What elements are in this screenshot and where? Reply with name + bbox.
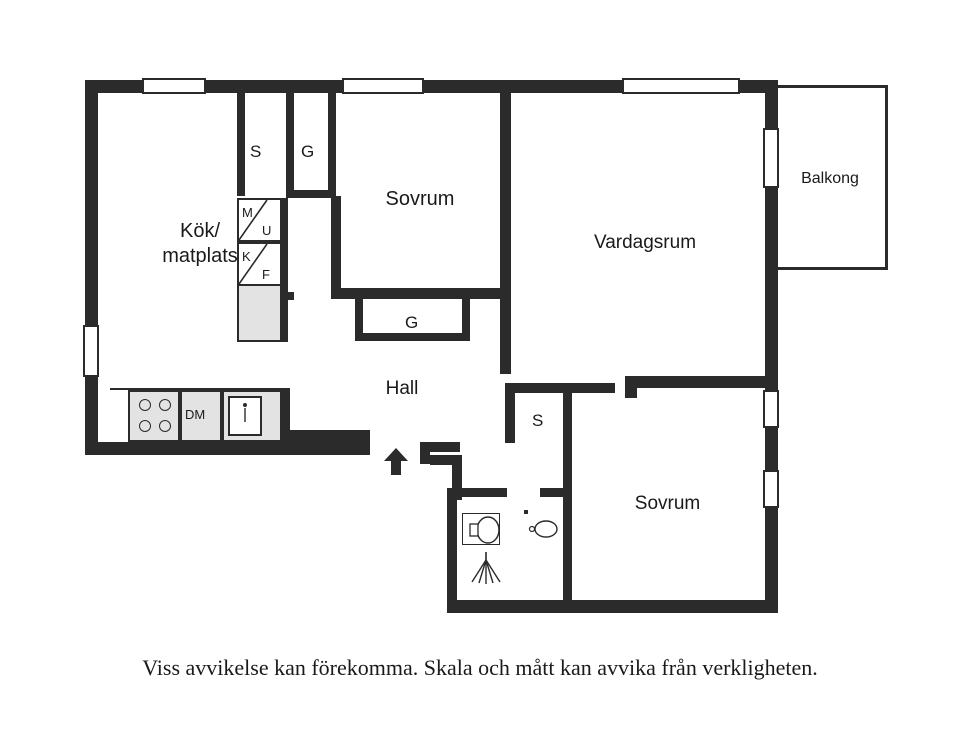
label-closet-s-top: S bbox=[250, 142, 262, 161]
washbasin-icon bbox=[524, 510, 564, 548]
wall-hall-step-2 bbox=[420, 442, 430, 464]
window-top-3 bbox=[622, 78, 740, 94]
label-balcony: Balkong bbox=[801, 170, 859, 187]
label-appliance-k: K bbox=[242, 249, 251, 264]
window-right-1 bbox=[763, 390, 779, 428]
label-wardrobe-g-middle: G bbox=[405, 313, 419, 332]
wall-bath-left-lower bbox=[447, 488, 457, 608]
entrance-arrow-icon bbox=[382, 448, 410, 476]
balcony-wall-top bbox=[765, 85, 888, 88]
label-bedroom-top: Sovrum bbox=[385, 188, 455, 210]
wall-bath-left bbox=[505, 383, 515, 443]
label-closet-g-top: G bbox=[301, 142, 315, 161]
balcony-wall-right bbox=[885, 85, 888, 270]
label-bedroom-bottom: Sovrum bbox=[634, 493, 701, 514]
wall-bedroom-lower-stub bbox=[500, 299, 511, 374]
wall-bottom-left bbox=[85, 442, 370, 455]
label-hall: Hall bbox=[385, 378, 419, 399]
wall-closet-s-right bbox=[286, 93, 294, 196]
label-appliance-m: M bbox=[242, 205, 253, 220]
stove-burner-1 bbox=[139, 399, 151, 411]
balcony-wall-bottom bbox=[765, 267, 888, 270]
label-closet-s-hall: S bbox=[532, 411, 544, 430]
wall-hall-step-5 bbox=[452, 470, 462, 500]
disclaimer-caption: Viss avvikelse kan förekomma. Skala och mått kan avvika från verkligheten. bbox=[142, 655, 818, 680]
wall-bedroom-top-bottom bbox=[331, 288, 511, 299]
wall-bedroom-top-right bbox=[500, 93, 511, 299]
label-livingroom: Vardagsrum bbox=[593, 232, 697, 253]
wall-living-right bbox=[765, 230, 778, 380]
wall-bath-top-stub-left bbox=[457, 488, 507, 497]
stove bbox=[128, 390, 180, 442]
window-right-balcony-door bbox=[763, 128, 779, 188]
window-right-2 bbox=[763, 470, 779, 508]
stove-burner-2 bbox=[159, 399, 171, 411]
stove-burner-3 bbox=[139, 420, 151, 432]
shower-icon bbox=[462, 552, 510, 586]
toilet-icon bbox=[462, 510, 504, 550]
wall-living-bottom-left bbox=[625, 376, 637, 398]
window-top-2 bbox=[342, 78, 424, 94]
wall-left bbox=[85, 80, 98, 455]
wall-hall-bath-top bbox=[505, 383, 615, 393]
wall-closet-s-hall-right bbox=[563, 383, 572, 488]
label-dishwasher: DM bbox=[185, 407, 206, 422]
stove-burner-4 bbox=[159, 420, 171, 432]
wall-closets-bottom bbox=[286, 190, 336, 198]
sink-kitchen-detail bbox=[228, 396, 262, 436]
label-kitchen-line1: Kök/ bbox=[179, 220, 221, 242]
wall-wardrobe-g-right bbox=[462, 299, 470, 341]
wall-hall-left bbox=[282, 430, 370, 442]
wall-kitchen-right bbox=[237, 93, 245, 196]
wall-bedroom-top-left bbox=[331, 196, 341, 296]
label-appliance-f: F bbox=[262, 267, 270, 282]
window-left-1 bbox=[83, 325, 99, 377]
label-kitchen-line2: matplats bbox=[162, 245, 238, 267]
counter-edge bbox=[110, 388, 286, 390]
wall-closet-g-right bbox=[328, 93, 336, 196]
wall-bedroom-bottom-left bbox=[563, 488, 572, 608]
window-top-1 bbox=[142, 78, 206, 94]
label-appliance-u: U bbox=[262, 223, 272, 238]
wall-wardrobe-g-bottom bbox=[355, 333, 470, 341]
wall-bath-bottom bbox=[447, 600, 572, 612]
wall-living-bottom bbox=[625, 376, 775, 388]
